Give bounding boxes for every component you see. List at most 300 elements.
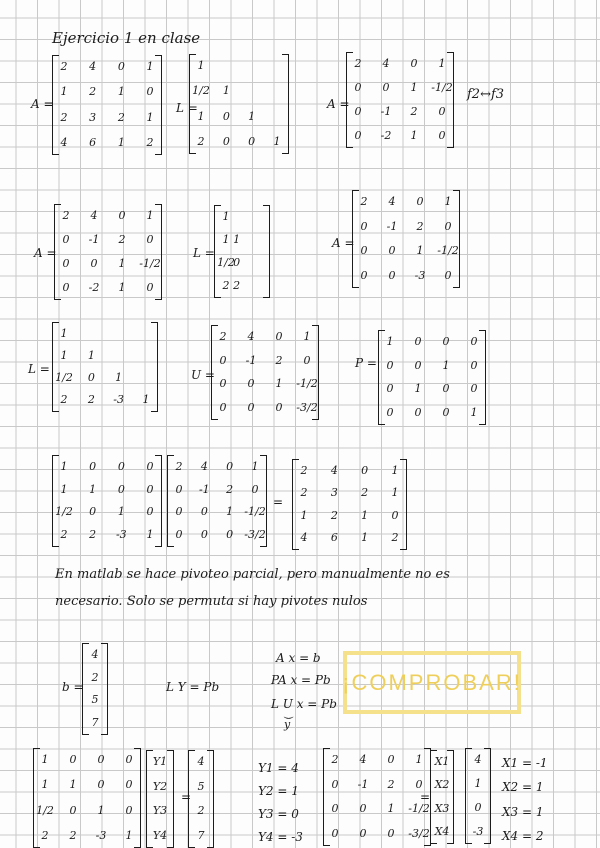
matrix-cell: 0 xyxy=(275,330,283,343)
bracket-right xyxy=(101,643,108,735)
matrix-cell: 1 xyxy=(273,135,281,148)
matrix-cell: 0 xyxy=(226,460,234,473)
matrix-cell: 0 xyxy=(222,135,230,148)
matrix-cell: 1 xyxy=(303,330,311,343)
matrix-cell: 0 xyxy=(219,353,227,367)
matrix-cell: 1 xyxy=(251,460,259,473)
matrix-cell: 2 xyxy=(69,829,77,842)
bracket-left xyxy=(211,325,218,420)
matrix-Yres xyxy=(465,748,491,844)
matrix-cell: 0 xyxy=(354,129,362,142)
matrix-cell: 2 xyxy=(89,85,97,99)
matrix-cell: -1/2 xyxy=(431,81,453,94)
matrix-cell: 1 xyxy=(391,464,399,477)
label-U: U = xyxy=(191,368,215,382)
matrix-cell: 2 xyxy=(41,829,49,842)
matrix-cell: 2 xyxy=(146,136,154,149)
matrix-cell: Y2 xyxy=(152,779,168,793)
bracket-left xyxy=(378,330,385,425)
matrix-cell: X2 xyxy=(434,778,450,792)
matrix-cell: 4 xyxy=(90,209,98,222)
matrix-cell: 0 xyxy=(62,257,70,270)
matrix-cell: 1 xyxy=(222,84,230,98)
matrix-cell: 1 xyxy=(60,327,68,340)
matrix-cell: 2 xyxy=(354,57,362,70)
matrix-cell: 2 xyxy=(331,753,339,766)
matrix-cell: 0 xyxy=(62,233,70,246)
matrix-L5 xyxy=(33,748,141,848)
matrix-cell: 0 xyxy=(146,281,154,294)
y-value-3: Y3 = 0 xyxy=(258,807,299,821)
matrix-cell: 1 xyxy=(415,753,423,766)
matrix-cell: 0 xyxy=(69,753,77,766)
matrix-cell: 4 xyxy=(91,648,99,661)
matrix-cell: 2 xyxy=(60,60,68,73)
matrix-cell: 3 xyxy=(89,110,97,124)
label-A3: A = xyxy=(34,246,57,260)
bracket-right xyxy=(282,54,289,154)
matrix-cell: X4 xyxy=(434,825,450,838)
matrix-L3 xyxy=(52,322,158,412)
y-value-1: Y1 = 4 xyxy=(258,761,299,775)
bracket-right xyxy=(479,330,486,425)
matrix-cell: 0 xyxy=(331,802,339,816)
matrix-U2 xyxy=(167,455,267,547)
matrix-cell: 1 xyxy=(438,57,446,70)
matrix-cell: 0 xyxy=(442,406,450,419)
matrix-cell: 1/2 xyxy=(55,505,73,519)
matrix-cell: 1 xyxy=(474,777,482,790)
matrix-cell: 0 xyxy=(438,105,446,118)
matrix-cell: 2 xyxy=(87,393,95,406)
matrix-cell: 2 xyxy=(300,464,308,477)
matrix-L1 xyxy=(189,54,289,154)
eq-ax-b: A x = b xyxy=(276,651,321,665)
matrix-cell: 0 xyxy=(360,269,368,282)
matrix-Yvec xyxy=(146,750,174,848)
bracket-right xyxy=(151,322,158,412)
matrix-cell: 0 xyxy=(331,777,339,791)
matrix-cell: 0 xyxy=(248,135,256,148)
matrix-cell: -3 xyxy=(115,528,127,541)
matrix-cell: -1/2 xyxy=(244,505,266,519)
matrix-cell: 1 xyxy=(60,85,68,99)
matrix-cell: 0 xyxy=(360,244,368,258)
matrix-cell: 0 xyxy=(219,401,227,414)
matrix-cell: 4 xyxy=(474,753,482,766)
matrix-cell: 0 xyxy=(118,209,126,222)
matrix-cell: 0 xyxy=(442,382,450,396)
matrix-cell: 4 xyxy=(200,460,208,473)
matrix-cell: -1 xyxy=(88,233,100,246)
matrix-cell: 1 xyxy=(222,210,230,223)
matrix-cell: 0 xyxy=(386,406,394,419)
matrix-cell: 1 xyxy=(118,281,126,294)
eq-lux-pb: L U x = Pb xyxy=(271,697,337,711)
bracket-left xyxy=(465,748,472,844)
bracket-left xyxy=(189,54,196,154)
matrix-cell: 5 xyxy=(91,693,99,707)
matrix-cell: 1 xyxy=(69,778,77,792)
matrix-cell: 0 xyxy=(470,335,478,348)
matrix-cell: 0 xyxy=(391,508,399,522)
matrix-cell: 0 xyxy=(146,85,154,99)
row-swap-note: f2↔f3 xyxy=(467,87,505,102)
matrix-cell: 1 xyxy=(60,349,68,362)
matrix-cell: 0 xyxy=(175,528,183,541)
matrix-cell: 1 xyxy=(391,486,399,500)
matrix-cell: 2 xyxy=(60,393,68,406)
matrix-cell: 0 xyxy=(387,753,395,766)
matrix-cell: 1 xyxy=(146,110,154,124)
matrix-cell: -1 xyxy=(357,777,369,791)
matrix-cell: 0 xyxy=(233,256,241,269)
matrix-cell: 1 xyxy=(41,778,49,792)
matrix-b xyxy=(82,643,108,735)
matrix-cell: 0 xyxy=(387,827,395,840)
x-value-2: X2 = 1 xyxy=(502,780,544,794)
matrix-cell: -3/2 xyxy=(296,401,318,414)
matrix-cell: 1 xyxy=(300,508,308,522)
note-line-2: necesario. Solo se permuta si hay pivotes nulos xyxy=(55,594,368,609)
ly-pb: L Y = Pb xyxy=(166,680,220,694)
matrix-L4 xyxy=(52,455,162,547)
bracket-left xyxy=(52,455,59,547)
matrix-cell: 4 xyxy=(60,136,68,149)
matrix-cell: 0 xyxy=(87,371,95,384)
matrix-cell: -3/2 xyxy=(408,827,430,840)
matrix-cell: -3 xyxy=(472,825,484,838)
matrix-cell: 0 xyxy=(117,482,125,496)
matrix-cell: 2 xyxy=(222,279,230,292)
matrix-cell: 0 xyxy=(275,401,283,414)
bracket-left xyxy=(292,459,299,550)
matrix-cell: 0 xyxy=(388,244,396,258)
matrix-cell: 4 xyxy=(197,755,205,768)
matrix-cell: 0 xyxy=(386,382,394,396)
matrix-cell: 1 xyxy=(226,505,234,519)
y-label: y xyxy=(284,718,291,731)
bracket-left xyxy=(52,322,59,412)
matrix-cell: 2 xyxy=(410,105,418,118)
matrix-cell: 1 xyxy=(117,505,125,519)
matrix-cell: 1 xyxy=(361,508,369,522)
matrix-cell: 1 xyxy=(387,802,395,816)
bracket-right xyxy=(207,750,214,848)
matrix-cell: -1 xyxy=(198,482,210,496)
matrix-cell: 0 xyxy=(222,109,230,123)
matrix-cell: 0 xyxy=(382,81,390,94)
matrix-A1 xyxy=(52,55,162,155)
matrix-cell: 0 xyxy=(226,528,234,541)
matrix-cell: 0 xyxy=(360,219,368,233)
matrix-cell: 0 xyxy=(175,505,183,519)
matrix-cell: -3 xyxy=(95,829,107,842)
matrix-cell: 2 xyxy=(391,531,399,544)
matrix-cell: 1 xyxy=(222,233,230,246)
brace-mark: ⏝ xyxy=(284,708,294,719)
matrix-cell: 2 xyxy=(60,110,68,124)
matrix-cell: 0 xyxy=(125,803,133,817)
matrix-cell: 2 xyxy=(197,135,205,148)
matrix-cell: -2 xyxy=(88,281,100,294)
matrix-cell: 1 xyxy=(117,85,125,99)
matrix-cell: 6 xyxy=(330,531,338,544)
matrix-cell: 0 xyxy=(470,382,478,396)
matrix-cell: 0 xyxy=(200,505,208,519)
matrix-cell: 2 xyxy=(197,804,205,818)
matrix-cell: Y3 xyxy=(152,804,168,818)
matrix-cell: 0 xyxy=(247,401,255,414)
bracket-right xyxy=(400,459,407,550)
note-line-1: En matlab se hace pivoteo parcial, pero manualmente no es xyxy=(55,567,450,582)
matrix-cell: 0 xyxy=(219,377,227,391)
matrix-Pb xyxy=(188,750,214,848)
matrix-cell: 4 xyxy=(330,464,338,477)
matrix-cell: 3 xyxy=(330,486,338,500)
matrix-cell: 1 xyxy=(470,406,478,419)
matrix-cell: 0 xyxy=(416,195,424,208)
matrix-cell: -1/2 xyxy=(437,244,459,258)
x-value-3: X3 = 1 xyxy=(502,805,544,819)
bracket-left xyxy=(167,455,174,547)
matrix-cell: 0 xyxy=(359,802,367,816)
matrix-cell: 1 xyxy=(146,209,154,222)
matrix-cell: 0 xyxy=(97,778,105,792)
matrix-A2 xyxy=(346,52,454,148)
matrix-cell: 2 xyxy=(118,233,126,246)
matrix-cell: 7 xyxy=(197,829,205,842)
matrix-cell: 1 xyxy=(146,528,154,541)
matrix-Xvec xyxy=(430,750,454,844)
bracket-right xyxy=(447,52,454,148)
matrix-cell: 2 xyxy=(361,486,369,500)
bracket-left xyxy=(188,750,195,848)
matrix-cell: -1/2 xyxy=(296,377,318,391)
matrix-cell: 6 xyxy=(89,136,97,149)
matrix-cell: 0 xyxy=(410,57,418,70)
matrix-cell: 0 xyxy=(414,358,422,372)
matrix-cell: 2 xyxy=(387,777,395,791)
matrix-cell: 1 xyxy=(115,371,123,384)
matrix-cell: 1 xyxy=(233,233,241,246)
matrix-cell: 1 xyxy=(142,393,150,406)
matrix-cell: 0 xyxy=(69,803,77,817)
label-b: b = xyxy=(62,680,84,694)
comprobar-stamp: ¡COMPROBAR! xyxy=(343,651,521,714)
matrix-cell: 0 xyxy=(474,801,482,814)
matrix-cell: 2 xyxy=(62,209,70,222)
matrix-cell: 0 xyxy=(200,528,208,541)
matrix-cell: 4 xyxy=(388,195,396,208)
matrix-cell: 0 xyxy=(89,505,97,519)
matrix-cell: 1 xyxy=(60,460,68,473)
matrix-cell: 1 xyxy=(146,60,154,73)
matrix-cell: 2 xyxy=(219,330,227,343)
matrix-P xyxy=(378,330,486,425)
matrix-A3 xyxy=(54,204,162,300)
matrix-cell: -1 xyxy=(245,353,257,367)
bracket-left xyxy=(352,190,359,288)
matrix-cell: 2 xyxy=(416,219,424,233)
matrix-cell: X1 xyxy=(434,755,450,768)
matrix-cell: 4 xyxy=(359,753,367,766)
matrix-cell: 0 xyxy=(251,482,259,496)
matrix-cell: -1 xyxy=(386,219,398,233)
matrix-cell: 0 xyxy=(247,377,255,391)
label-P: P = xyxy=(355,356,377,370)
matrix-cell: 1 xyxy=(89,482,97,496)
matrix-cell: 0 xyxy=(125,778,133,792)
matrix-cell: Y4 xyxy=(152,829,168,842)
matrix-cell: 0 xyxy=(146,460,154,473)
matrix-cell: 0 xyxy=(97,753,105,766)
matrix-cell: 7 xyxy=(91,716,99,729)
matrix-cell: 2 xyxy=(117,110,125,124)
matrix-cell: -3 xyxy=(113,393,125,406)
matrix-cell: -1 xyxy=(380,105,392,118)
label-A4: A = xyxy=(332,236,355,250)
matrix-cell: 1 xyxy=(118,257,126,270)
bracket-right xyxy=(155,455,162,547)
y-value-4: Y4 = -3 xyxy=(258,830,303,844)
bracket-right xyxy=(263,205,270,298)
matrix-cell: 1 xyxy=(275,377,283,391)
matrix-U xyxy=(211,325,319,420)
matrix-cell: 0 xyxy=(354,105,362,118)
matrix-L2 xyxy=(214,205,270,298)
page-title: Ejercicio 1 en clase xyxy=(52,29,201,47)
matrix-cell: 0 xyxy=(146,482,154,496)
matrix-cell: 2 xyxy=(330,508,338,522)
matrix-cell: 2 xyxy=(175,460,183,473)
matrix-cell: 0 xyxy=(444,269,452,282)
matrix-cell: 0 xyxy=(303,353,311,367)
bracket-right xyxy=(155,204,162,300)
matrix-cell: 1/2 xyxy=(192,84,210,98)
matrix-cell: 2 xyxy=(60,528,68,541)
matrix-cell: 1 xyxy=(197,109,205,123)
matrix-cell: -3/2 xyxy=(244,528,266,541)
matrix-cell: 0 xyxy=(125,753,133,766)
matrix-cell: -1/2 xyxy=(139,257,161,270)
matrix-cell: 0 xyxy=(175,482,183,496)
matrix-cell: 1 xyxy=(410,129,418,142)
matrix-cell: 2 xyxy=(233,279,241,292)
matrix-cell: 1 xyxy=(97,803,105,817)
matrix-cell: 0 xyxy=(414,335,422,348)
y-value-2: Y2 = 1 xyxy=(258,784,299,798)
equals-sign: = xyxy=(273,495,284,509)
matrix-cell: 0 xyxy=(415,777,423,791)
matrix-cell: 2 xyxy=(226,482,234,496)
matrix-cell: 0 xyxy=(438,129,446,142)
matrix-cell: 1 xyxy=(125,829,133,842)
label-L1: L = xyxy=(176,101,198,115)
matrix-cell: 0 xyxy=(361,464,369,477)
matrix-cell: 0 xyxy=(470,358,478,372)
matrix-cell: 1/2 xyxy=(217,256,235,269)
equals-sign-ux: = xyxy=(420,790,431,804)
matrix-cell: -2 xyxy=(380,129,392,142)
matrix-cell: 4 xyxy=(382,57,390,70)
matrix-cell: 1 xyxy=(416,244,424,258)
eq-pax-pb: PA x = Pb xyxy=(271,673,331,687)
bracket-right xyxy=(134,748,141,848)
matrix-cell: 0 xyxy=(146,505,154,519)
bracket-left xyxy=(323,748,330,846)
matrix-cell: 1 xyxy=(444,195,452,208)
bracket-left xyxy=(33,748,40,848)
matrix-cell: 0 xyxy=(442,335,450,348)
bracket-left xyxy=(52,55,59,155)
matrix-cell: 2 xyxy=(360,195,368,208)
matrix-cell: Y1 xyxy=(152,755,168,768)
matrix-cell: -3 xyxy=(414,269,426,282)
matrix-cell: 1 xyxy=(414,382,422,396)
matrix-cell: 0 xyxy=(414,406,422,419)
matrix-cell: 0 xyxy=(359,827,367,840)
matrix-cell: 2 xyxy=(91,670,99,684)
matrix-cell: -1/2 xyxy=(408,802,430,816)
matrix-cell: 0 xyxy=(62,281,70,294)
matrix-PA xyxy=(292,459,407,550)
matrix-cell: 1 xyxy=(41,753,49,766)
matrix-cell: 0 xyxy=(354,81,362,94)
matrix-cell: 1 xyxy=(361,531,369,544)
matrix-cell: 4 xyxy=(300,531,308,544)
matrix-cell: 4 xyxy=(89,60,97,73)
matrix-cell: 0 xyxy=(90,257,98,270)
bracket-left xyxy=(82,643,89,735)
matrix-cell: 1 xyxy=(87,349,95,362)
matrix-cell: 0 xyxy=(117,460,125,473)
matrix-cell: 1 xyxy=(197,59,205,72)
matrix-cell: 4 xyxy=(247,330,255,343)
matrix-cell: 0 xyxy=(444,219,452,233)
matrix-cell: 1/2 xyxy=(36,803,54,817)
matrix-cell: 1 xyxy=(410,81,418,94)
matrix-cell: 1 xyxy=(248,109,256,123)
matrix-U3 xyxy=(323,748,431,846)
matrix-cell: X3 xyxy=(434,801,450,815)
matrix-cell: 2 xyxy=(300,486,308,500)
x-value-1: X1 = -1 xyxy=(502,756,548,770)
matrix-cell: 0 xyxy=(89,460,97,473)
bracket-right xyxy=(155,55,162,155)
bracket-right xyxy=(484,748,491,844)
matrix-cell: 1 xyxy=(117,136,125,149)
bracket-left xyxy=(214,205,221,298)
matrix-cell: 0 xyxy=(117,60,125,73)
matrix-cell: 1/2 xyxy=(55,371,73,384)
matrix-cell: 1 xyxy=(442,358,450,372)
label-A2: A = xyxy=(327,97,350,111)
matrix-cell: 5 xyxy=(197,779,205,793)
matrix-cell: 1 xyxy=(386,335,394,348)
matrix-cell: 0 xyxy=(146,233,154,246)
bracket-right xyxy=(167,750,174,848)
bracket-left xyxy=(346,52,353,148)
bracket-right xyxy=(453,190,460,288)
matrix-cell: 2 xyxy=(89,528,97,541)
matrix-A4 xyxy=(352,190,460,288)
matrix-cell: 0 xyxy=(386,358,394,372)
label-A1: A = xyxy=(31,97,54,111)
x-value-4: X4 = 2 xyxy=(502,829,544,843)
matrix-cell: 0 xyxy=(331,827,339,840)
matrix-cell: 1 xyxy=(60,482,68,496)
